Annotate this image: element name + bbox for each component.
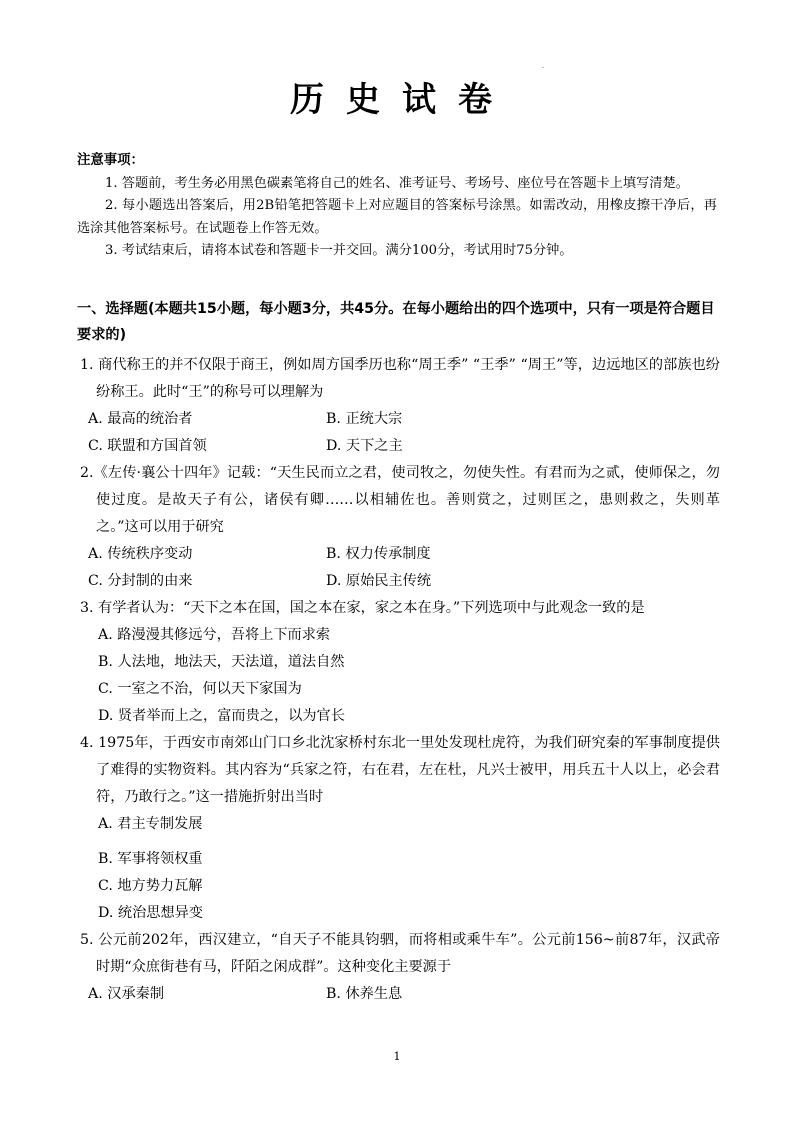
page-number: 1 xyxy=(393,1050,401,1063)
option-d: D. 原始民主传统 xyxy=(326,573,432,589)
option-a: A. 传统秩序变动 xyxy=(88,546,193,562)
question-stem: 2.《左传·襄公十四年》记载：“天生民而立之君，使司牧之，勿使失性。有君而为之贰，使师保之，勿使过度。是故天子有公，诸侯有卿……以相辅佐也。善则赏之，过则匡之，患则救之，失则革之。”这可以用于研究 xyxy=(80,465,720,535)
option-c: C. 一室之不治，何以天下家国为 xyxy=(98,681,302,697)
note-item: 3. 考试结束后，请将本试卷和答题卡一并交回。满分100分，考试用时75分钟。 xyxy=(105,243,573,258)
option-d: D. 统治思想异变 xyxy=(98,905,204,921)
spacer xyxy=(98,838,720,846)
option-c: C. 地方势力瓦解 xyxy=(98,878,203,894)
option-b: B. 人法地，地法天，天法道，道法自然 xyxy=(98,654,345,670)
question-stem: 3. 有学者认为：“天下之本在国，国之本在家，家之本在身。”下列选项中与此观念一致的是 xyxy=(80,600,645,616)
options-grid xyxy=(80,406,720,460)
option-b: B. 权力传承制度 xyxy=(326,546,431,562)
option-a: A. 路漫漫其修远兮，吾将上下而求索 xyxy=(98,627,331,643)
note-item: 1. 答题前，考生务必用黑色碳素笔将自己的姓名、准考证号、考场号、座位号在答题卡上填写清楚。 xyxy=(105,175,689,191)
question-3 xyxy=(80,595,720,730)
option-b: B. 休养生息 xyxy=(326,986,403,1002)
note-item: 2. 每小题选出答案后，用2B铅笔把答题卡上对应题目的答案标号涂黑。如需改动，用橡皮擦干净后，再选涂其他答案标号。在试题卷上作答无效。 xyxy=(77,198,717,236)
section-heading: 一、选择题(本题共15小题，每小题3分，共45分。在每小题给出的四个选项中，只有一项是符合题目要求的) xyxy=(77,301,715,343)
notes-block xyxy=(77,150,717,263)
decorative-dot: · xyxy=(542,65,544,72)
question-stem: 1. 商代称王的并不仅限于商王，例如周方国季历也称“周王季” “王季” “周王”等，边远地区的部族也纷纷称王。此时“王”的称号可以理解为 xyxy=(80,357,720,400)
question-2 xyxy=(80,460,720,595)
option-a: A. 汉承秦制 xyxy=(88,986,165,1002)
question-1 xyxy=(80,352,720,460)
options-list xyxy=(80,622,720,730)
option-d: D. 贤者举而上之，富而贵之，以为官长 xyxy=(98,708,345,724)
option-d: D. 天下之主 xyxy=(326,438,403,454)
question-list xyxy=(80,352,720,1008)
option-c: C. 分封制的由来 xyxy=(88,573,193,589)
question-stem: 5. 公元前202年，西汉建立，“自天子不能具钧驷，而将相或乘牛车”。公元前156~前87年，汉武帝时期“众庶街巷有马，阡陌之闲成群”。这种变化主要源于 xyxy=(80,932,720,975)
options-grid xyxy=(80,981,720,1008)
options-list xyxy=(80,811,720,927)
option-a: A. 君主专制发展 xyxy=(98,816,203,832)
options-grid xyxy=(80,541,720,595)
question-5 xyxy=(80,927,720,1008)
option-b: B. 军事将领权重 xyxy=(98,851,203,867)
question-stem: 4. 1975年，于西安市南郊山门口乡北沈家桥村东北一里处发现杜虎符，为我们研究秦的军事制度提供了难得的实物资料。其内容为“兵家之符，右在君，左在杜，凡兴士被甲，用兵五十人以上，必会君符，乃敢行之。”这一措施折射出当时 xyxy=(80,735,720,805)
option-b: B. 正统大宗 xyxy=(326,411,403,427)
option-a: A. 最高的统治者 xyxy=(88,411,193,427)
option-c: C. 联盟和方国首领 xyxy=(88,438,207,454)
question-4 xyxy=(80,730,720,927)
notes-heading: 注意事项： xyxy=(77,153,144,168)
page-title: 历史试卷 xyxy=(290,80,514,120)
